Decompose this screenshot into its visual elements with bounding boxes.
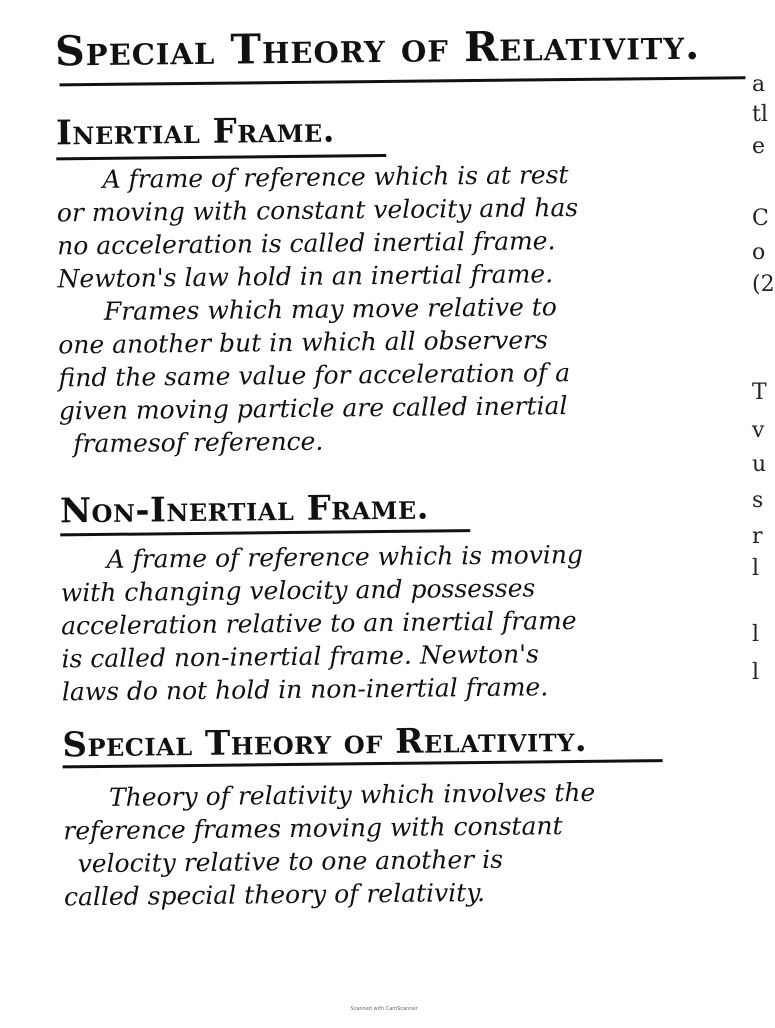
adjacent-page-mark: C [752, 206, 769, 231]
page-title: Special Theory of Relativity. [54, 20, 701, 76]
text-line: called special theory of relativity. [63, 877, 486, 912]
adjacent-page-mark: T [752, 380, 767, 405]
adjacent-page-mark: l [752, 622, 760, 647]
adjacent-page-mark: u [752, 452, 767, 477]
adjacent-page-mark: l [752, 556, 760, 581]
text-line: Newton's law hold in an inertial frame. [57, 259, 554, 294]
section-text-non-inertial-frame [60, 536, 742, 708]
text-line: is called non-inertial frame. Newton's [61, 639, 539, 674]
text-line: A frame of reference which is at rest [102, 160, 569, 194]
text-line: A frame of reference which is moving [106, 539, 584, 574]
adjacent-page-mark: o [752, 240, 766, 265]
text-line: one another but in which all observers [58, 325, 549, 360]
adjacent-page-mark: e [752, 134, 766, 159]
adjacent-page-mark: a [752, 72, 766, 97]
text-line: find the same value for acceleration of a [58, 358, 571, 393]
adjacent-page-mark: l [752, 660, 760, 685]
text-line: velocity relative to one another is [77, 844, 504, 879]
text-line: reference frames moving with constant [63, 811, 563, 846]
text-line: no acceleration is called inertial frame. [57, 226, 556, 261]
text-line: acceleration relative to an inertial frame [61, 605, 577, 641]
adjacent-page-mark: (2 [752, 272, 775, 297]
text-line: Frames which may move relative to [103, 292, 557, 326]
section-heading-non-inertial-frame: Non-Inertial Frame. [59, 487, 430, 532]
section-heading-special-theory: Special Theory of Relativity. [62, 719, 588, 766]
text-line: given moving particle are called inertial [58, 391, 568, 426]
text-line: laws do not hold in non-inertial frame. [61, 672, 549, 707]
text-line: with changing velocity and possesses [60, 573, 536, 608]
adjacent-page-mark: tl [752, 102, 768, 127]
text-line: Theory of relativity which involves the [108, 777, 596, 812]
text-line: framesof reference. [73, 426, 324, 459]
text-line: or moving with constant velocity and has [56, 192, 579, 228]
adjacent-page-mark: s [752, 488, 764, 513]
section-text-special-theory [63, 774, 744, 913]
adjacent-page-mark: v [752, 418, 765, 443]
section-heading-inertial-frame: Inertial Frame. [55, 110, 336, 154]
section-underline [56, 154, 386, 160]
scanner-watermark: Scanned with CamScanner [350, 1006, 418, 1012]
adjacent-page-mark: r [752, 524, 763, 549]
section-text-inertial-frame [56, 156, 739, 460]
